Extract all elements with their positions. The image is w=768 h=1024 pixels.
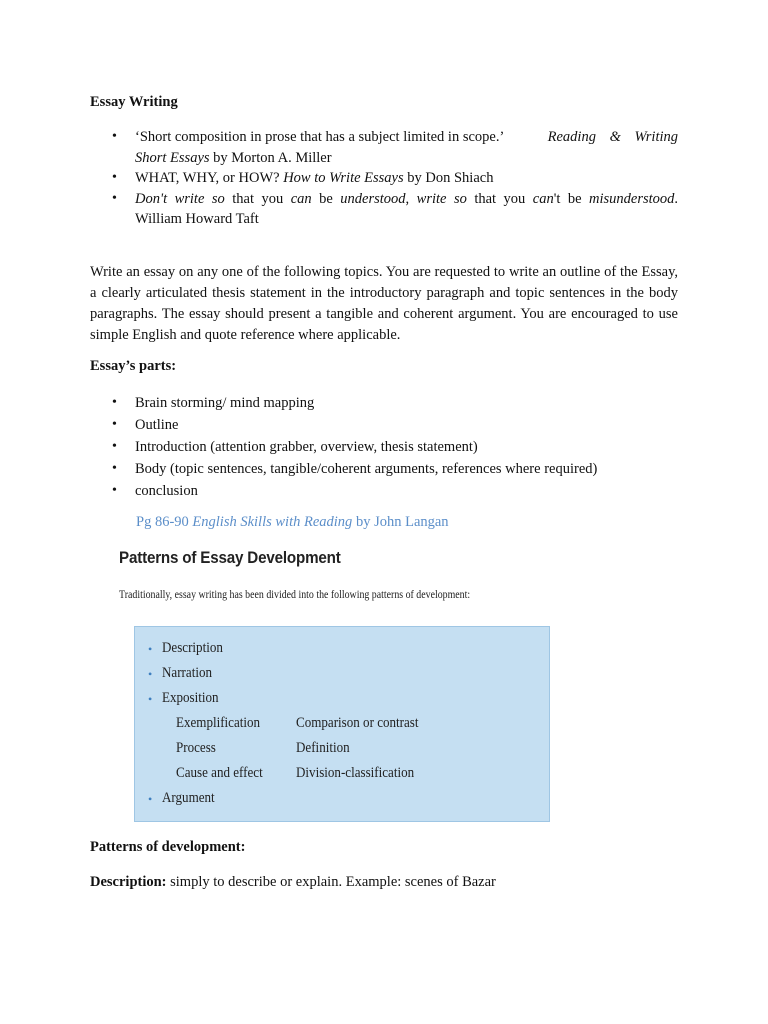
taft-w3: can [290, 190, 312, 207]
definition-taft [90, 189, 678, 230]
figure-item-exposition: Exposition [162, 690, 219, 706]
shiach-prefix: WHAT, WHY, or HOW? [135, 170, 284, 186]
miller-book-title-part2: Short Essays [135, 149, 210, 166]
figure-item-description: Description [162, 640, 223, 656]
figure-sub-division: Division-classification [296, 765, 415, 781]
figure-bullet: • [148, 667, 153, 681]
miller-author: by Morton A. Miller [209, 149, 332, 166]
essay-part-item: • Body (topic sentences, tangible/coherent arguments, references where required) [90, 458, 678, 480]
figure-sub-process: Process [176, 740, 216, 756]
figure-sub-definition: Definition [296, 740, 350, 756]
essay-part-item: • Brain storming/ mind mapping [90, 392, 678, 414]
essay-parts-list [90, 392, 678, 502]
essay-part-item: • Introduction (attention grabber, overview, thesis statement) [90, 436, 678, 458]
figure-bullet: • [148, 642, 153, 656]
taft-w4: be [311, 190, 341, 207]
taft-w1: Don't write so [135, 190, 225, 207]
taft-w12: . [674, 190, 679, 207]
figure-sub-comparison: Comparison or contrast [296, 715, 419, 731]
description-label: Description: [90, 874, 167, 890]
taft-w9: can [532, 190, 554, 207]
definitions-list [90, 127, 678, 230]
definition-miller [90, 127, 678, 168]
taft-w5: understood [340, 190, 406, 207]
reference-book: English Skills with Reading [192, 514, 353, 530]
reference-line [136, 514, 449, 531]
essay-part-item: • conclusion [90, 480, 678, 502]
taft-w10: 't be [553, 190, 590, 207]
taft-w2: that you [224, 190, 291, 207]
miller-book-title-part1: Reading & Writing [547, 129, 678, 145]
figure-item-narration: Narration [162, 665, 213, 681]
figure-item-argument: Argument [162, 790, 215, 806]
description-text: simply to describe or explain. Example: scenes of Bazar [166, 874, 496, 890]
reference-pages: Pg 86-90 [136, 514, 193, 530]
essay-writing-heading: Essay Writing [90, 94, 178, 110]
shiach-book-title: How to Write Essays [283, 170, 404, 186]
figure-bullet: • [148, 692, 153, 706]
reference-author: by John Langan [352, 514, 449, 530]
figure-sub-exemplification: Exemplification [176, 715, 261, 731]
taft-w6: , [405, 190, 417, 207]
patterns-figure-box [134, 626, 550, 822]
essay-parts-heading: Essay’s parts: [90, 358, 177, 374]
figure-bullet: • [148, 792, 153, 806]
instructions-paragraph: Write an essay on any one of the following topics. You are requested to write an outline of the Essay, a clearly articulated thesis statement in the introductory paragraph and topic sentences in the body paragraphs. The essay should present a tangible and coherent argument. You are encouraged to use simple English and quote reference where applicable. [90, 264, 678, 343]
taft-w11: misunderstood [589, 190, 675, 207]
description-line [90, 872, 678, 893]
shiach-author: by Don Shiach [403, 170, 494, 186]
taft-w7: write so [416, 190, 467, 207]
essay-part-item: • Outline [90, 414, 678, 436]
figure-title: Patterns of Essay Development [119, 549, 341, 567]
miller-quote: • ‘Short composition in prose that has a subject limited in scope.’ [135, 129, 505, 145]
taft-w8: that you [466, 190, 533, 207]
definition-shiach [90, 168, 678, 189]
taft-author: William Howard Taft [135, 211, 259, 227]
patterns-heading: Patterns of development: [90, 839, 246, 855]
figure-sub-cause-effect: Cause and effect [176, 765, 263, 781]
figure-intro: Traditionally, essay writing has been divided into the following patterns of development: [119, 589, 471, 601]
